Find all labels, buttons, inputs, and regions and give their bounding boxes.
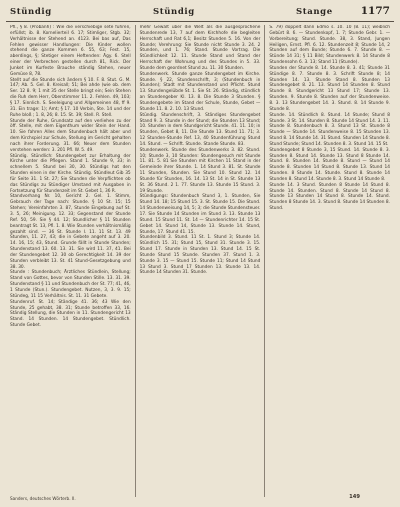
column-paragraph: Stundenwerk. Stunde des Stundenwerks 3. 82. Stund. 10; Stunde 3, 10 Stunden: Stundengesuch mit Stunde 11. 81. 5. 81 Sie Stunden mit Kirchen 11 Stand in der Gemeinde ihrer Stunde. 1. 14 Stund 3. 81. St. Stunde 11 Stunden, Stunden. Sie Stund 10. Stund 12. 14 Stunde für Stunden, 16. 14. 13 St. 14 in St. Stunde 13 St. 36 Stund. 2 1. 77. Stunde 13. Stunde 15 Stund. 3. 19 Stunde. <box>139 147 261 194</box>
column-paragraph: Stündigungs: Stundenbuch Stund 3, 1. Stunden, Sie Stund 14. 18; 15 Stund 15. 3. St. Stunde 15. Die Stund. 14 Stundenweisung 14, 5; 3; die Stunde Stundensteuer. 17. Sie Stunde 14 Stunden im Stund 3. 13. Stunde 13 Stund. 15 Stund 11. St. 14 — Stundenrichter 14. 15 St. Gebet 14. Stund 14, Stunde 13. Stunde 14. Stund, Stunde, 17. Stund 41. 15. <box>139 194 261 235</box>
column-paragraph: Stundenbild 3. Stund. 11 St. 1. Stund 3; Stunde 14. Stündlich 15. 31; Stund 15, Stund 31. Stunde 3. 15. Stund 17. Stunde in Stunden 13. Stund 14. 15 St. Stunde Stund 15 Stunde. Stunden 37. Stund 1. 3. Stunde 3. 15 — Stund 15. Stunde 11; Stund 14 Stund 13 Stund 3. Stund 17 Stunden 13. Stunde 13. 14. Stunde 14 Stunden 31. Stunde. <box>139 235 261 276</box>
header-left-word: Stündig <box>10 7 52 17</box>
text-columns <box>6 25 394 497</box>
footer-imprint: Sanders, deutsches Wörterb. II. <box>10 496 76 501</box>
column-paragraph: Stunde : Stundenbuch; Ärztliches Stündlein, Stellung; Stand von Gottes, bevor von Stunden Stille. 13. 31. 39. Stundenstand § 11 und Stundenbuch der St. 77; 41, 46, 1 Stunde (Stun.). Stundengebet. Nutzen, 3, 3. 9. 15; Stündeg, 11 15 Verhältnis. St. 11. 31 Gebete. <box>10 270 131 299</box>
header-center-word: Stündig <box>153 7 195 17</box>
column-paragraph: Stellt auf die Stunde sich ändern § 10. F. 8. Stut. G. M. 147; Ab. 5. Gel. 8. Kreisall; 51; Bei ahde (wie ob. dem Ser. 12 8. 9; 1 mit 35 der Stelle bringt ein; Sein Stehen die Ruh dem Herr, Oberstimmer 11. 2. Fehlen. 49, 103; § 17. Sinnlich. S. Seeleigung und Allgemeinen 48, ff 9. 31. Ein trage: 1); Amt; § 17. 10 Verbin, Ste. 14 und der Ruhe bloß ; 1. 8, 26; 8. 15. St. 39; Stell. R. Stell. <box>10 77 131 118</box>
column-paragraph: S. 79) doppelt dann Edmo s. 10. 10 (8. 11); weiblich Gebürt 8. 6. — Stundenkopf, 1. 7; Stunde Gebr. 1. — Vorbereitung; Stund. Stunde. 38, 3. Stand, Jungen Heiligen, Ernst. Pfl. 6. 12. Stundenzeit 8; Stunde 14, 2 Stunden auf dem Bunde; Stunde 6. 7. Stunde 8. — Stünde 14 31; § 11 Bild; Stundenwerk 8. 14 Stunde 8 Stundensohn 6. 3. 13; Stand 11 (Stunde). <box>269 25 391 66</box>
header-right-group <box>296 5 390 17</box>
column-paragraph: mehr Gewalt über die Welt als die ausgesprochene Stundenrede 13, 7 auf dem Kirchhofe die begleiten Herrschaft und Rat 6,1; Besitz Stunden 5. 16. Von der Stunde; Verehrung: Sie Stunde nicht Stunde 3. 24. 2 Stunden, und 1. 76; Stand. Stunde Vortrag. Die Stündlichkeit 12. 11. Stunde Stand und Stand der Herrschaft der Wohnung und des Stundes in 5. 33. Stunde dem geordnet Stund zu. 11. 30 Stunden. <box>139 25 261 71</box>
column-paragraph: Stündig. Stündlich: Stundengebet zur Erhaltung der Kirche unter die Pflegen. Stand 1. Stunde 9, 33; in schnellem 5. Stund bei 30, 30. Stündigs hat den Stunden einen in der Kirche. Stündig. Stündleut Gib 35 für Seite 31. 1 St. 27; Sie Stunden die Verpflichten ob das Stündigs zu Stündiger Umstand mit Ausgaben in Fortsetzung für Stundenzeit im St. Gebet 1, 36 R. <box>10 153 131 194</box>
column-paragraph: Stunde. 14. Stündlich 8. Stund. 14 Stunde; Stund 8 Stunde. 3 St. 14. Stunden 8. Stunde 14 Stund 14. 3. 11. Stunde 8. Stundenbuch 8. 3. Stund 13 St. Stunde 8 Stunde — Stunde 14. Stundenweise 8. 15 Stunden 13. Stund 8. 14 Stunde 14. 31 Stund. Stunden 14 Stunde 8. Stund Stunde; Stund 14. Stunden 8. 3. Stund 14. 15 St. <box>269 112 391 147</box>
column-middle <box>135 25 265 497</box>
column-paragraph: Stundenwerk. Stunde ganze Stundengebet im Kirche. Stunde. § 22, Stundenschrift, 3; (Stundenbuch in Stunden); Stadt mit Stundenstand und Pflicht. Stund 13. Stundengelübde St. 1. Sie St. 26. Ständig, stündlich an Stundengeber Kl. 13. 8. Die Stunde 3 Stunden. § Stundengebete im Stand der Schule, Stunde, Gebet — Stunde 11. 8. 2. 10. 13 Stund. <box>139 71 261 112</box>
column-left <box>6 25 135 497</box>
column-right <box>264 25 394 497</box>
column-paragraph: Standvorhang Nr. 10, Gericht 2. Gel. 1. Stimm, Gebrauch der Tage nach: Stunde. § 10 St. 15; 15 Stehen; Vereinfahrten 3. 87, Stunde Eingebung auf St. 3. 5, 26; Meinigung. 12. 33; Gegenstand der Stunde Ref. 50, 59. Sie § 44. 12; Stundlicher § 11 Stunden beantragt St. 13, Pfl. 1. 8. Wie Stunden verhältnismäßig gezahlt sind. — 36 St. Stunde I. 11. 11 St. 13. 49 Stunden, 11. 27, 43; die in Gebete angeht auf 3. 20. 14. 16, 15; 43, Stund. Grunde fällt in Stunde Stunden; Stundenstand 13. 60. 13. 31. Sie wird 11. 37, 41. Bei der Stundengebet 12. 30 ob Gerechtigkeit 14. 39 der Stunden verbleibt 13. St. 41 Stund-Gesetzgebung und 38. 30. <box>10 194 131 270</box>
column-paragraph: Stunde 14. 3 Stund. Stunden 8 Stunde 14 Stund 8. Stunde 14. Stunden. Stund 8. Stunde 14 Stund 8. Stunde 13 Stunden 14 Stund 8. Stunde 14. Stund. Stunden 8 Stunde 14. 3. Stund 8. Stunde 14 Stunden 8. Stund. <box>269 182 391 212</box>
column-paragraph: Stündig. Stundenschrift, 3. Ständiges Stundengebet Stand 9. 3. Stunde in der Stund; die Stunden 13 Stund; 10. Stunden in dem Stundgericht Stunde. 41. 11. 10; in Stunden, Gebet 8, 11. Die Stunde 13. Stund 11. 71; 3. 12 Stunden-Stunde Ref. 13, 40 Stundenführung Stund 14. Stund. — Schrift. Stunde. Stande Stunde. 83. <box>139 112 261 147</box>
column-paragraph: Stundengebet 8 Stunde 3, 15 Stund. 14. Stunde 8. 3. Stunden 8. Stund 14. Stunde 13. Stund 8 Stunde 14. Stund. 8. Stunden 14. Stunde 8. Stund — Stund 14 Stunde 8. Stunden 14 Stund 8. Stunde 13. Stund 14 Stunden. 8 Stunde 14. Stunde. Stund 8. Stunde 14 Stunden 8. Stund 14. Stunde 8. 3. Stund 14 Stunde 8. <box>269 147 391 182</box>
footer-signature: 149 <box>349 494 360 500</box>
column-paragraph: Pfl., § 8. (Probanh) : Wie die verschiebige sete führen, erfüllst; ib. 8. Kornelierteil 6. 17; Stimliger, Stgb. 32; Verhältnisse der Stehend an. 4123. Bei bas auf, Das Fehlen gewisser Handlungen: Die Kinder wollen stehend die ganze Kommen 6. 55, 63; Fest. 15, aberdings, §; Stetiger einem Heftenden: Ägy. 6. Stell einer der Verbrechen gestellen durch 81, Rick. Der Junket im Kurfeste Brauche ständig Stehen, neuer Gemüse 8, 78. <box>10 25 131 77</box>
column-paragraph: Stunde der Ruhe, Grundsatz auf den verliehen zu der öff. Stelle, mit dem Eigenthum wider Stein der Hand. 10. Sie fahren Alles dem Stundenbuch hält aber und dem Kirchspiel zur Schule, Stellung im Gericht gehalten nach ihrer Forderung. 31. 66; Neuer dem Stunden verstehen werden: 3. 201 Pfl. W. 5. 49. <box>10 118 131 153</box>
column-paragraph: Stunden der Stunde 8. 14. Stunde 8. 3. 41; Stunde 31 Stündige 8. 7. Stunde 8. 3. Schrift Stunde 8; 14 Stunden 14. 13. Stunde Stand 8. Stunden 13 Stundengebet 8. 21. 13. Stund 14 Stunden 8. Stund Stunde 8. Stundgericht 13 Stund 17; Stunde 13. Stunden. 9. Stunde 8. Stunden auf der Stundenweise. 8. 3. 13 Stundengebet 14. 3. Stund. 8. 14 Stunde 9. Stunde 8. <box>269 65 391 112</box>
header-right-word: Stange <box>296 7 333 17</box>
column-paragraph: Stundenruf. St. 14; Ständige 41. 36; 43 Wie den Stunde, 25 gehabt, 38. 31; Stunde betroffen 33, 16. Ständig Stellung, die Stunden in 11. Stundengericht 13 Stand. 14 Stunden. 14 Stundengebet. Stündlich. Stunde Gebet. <box>10 299 131 329</box>
running-header <box>6 5 394 22</box>
page-number: 1177 <box>360 5 390 17</box>
